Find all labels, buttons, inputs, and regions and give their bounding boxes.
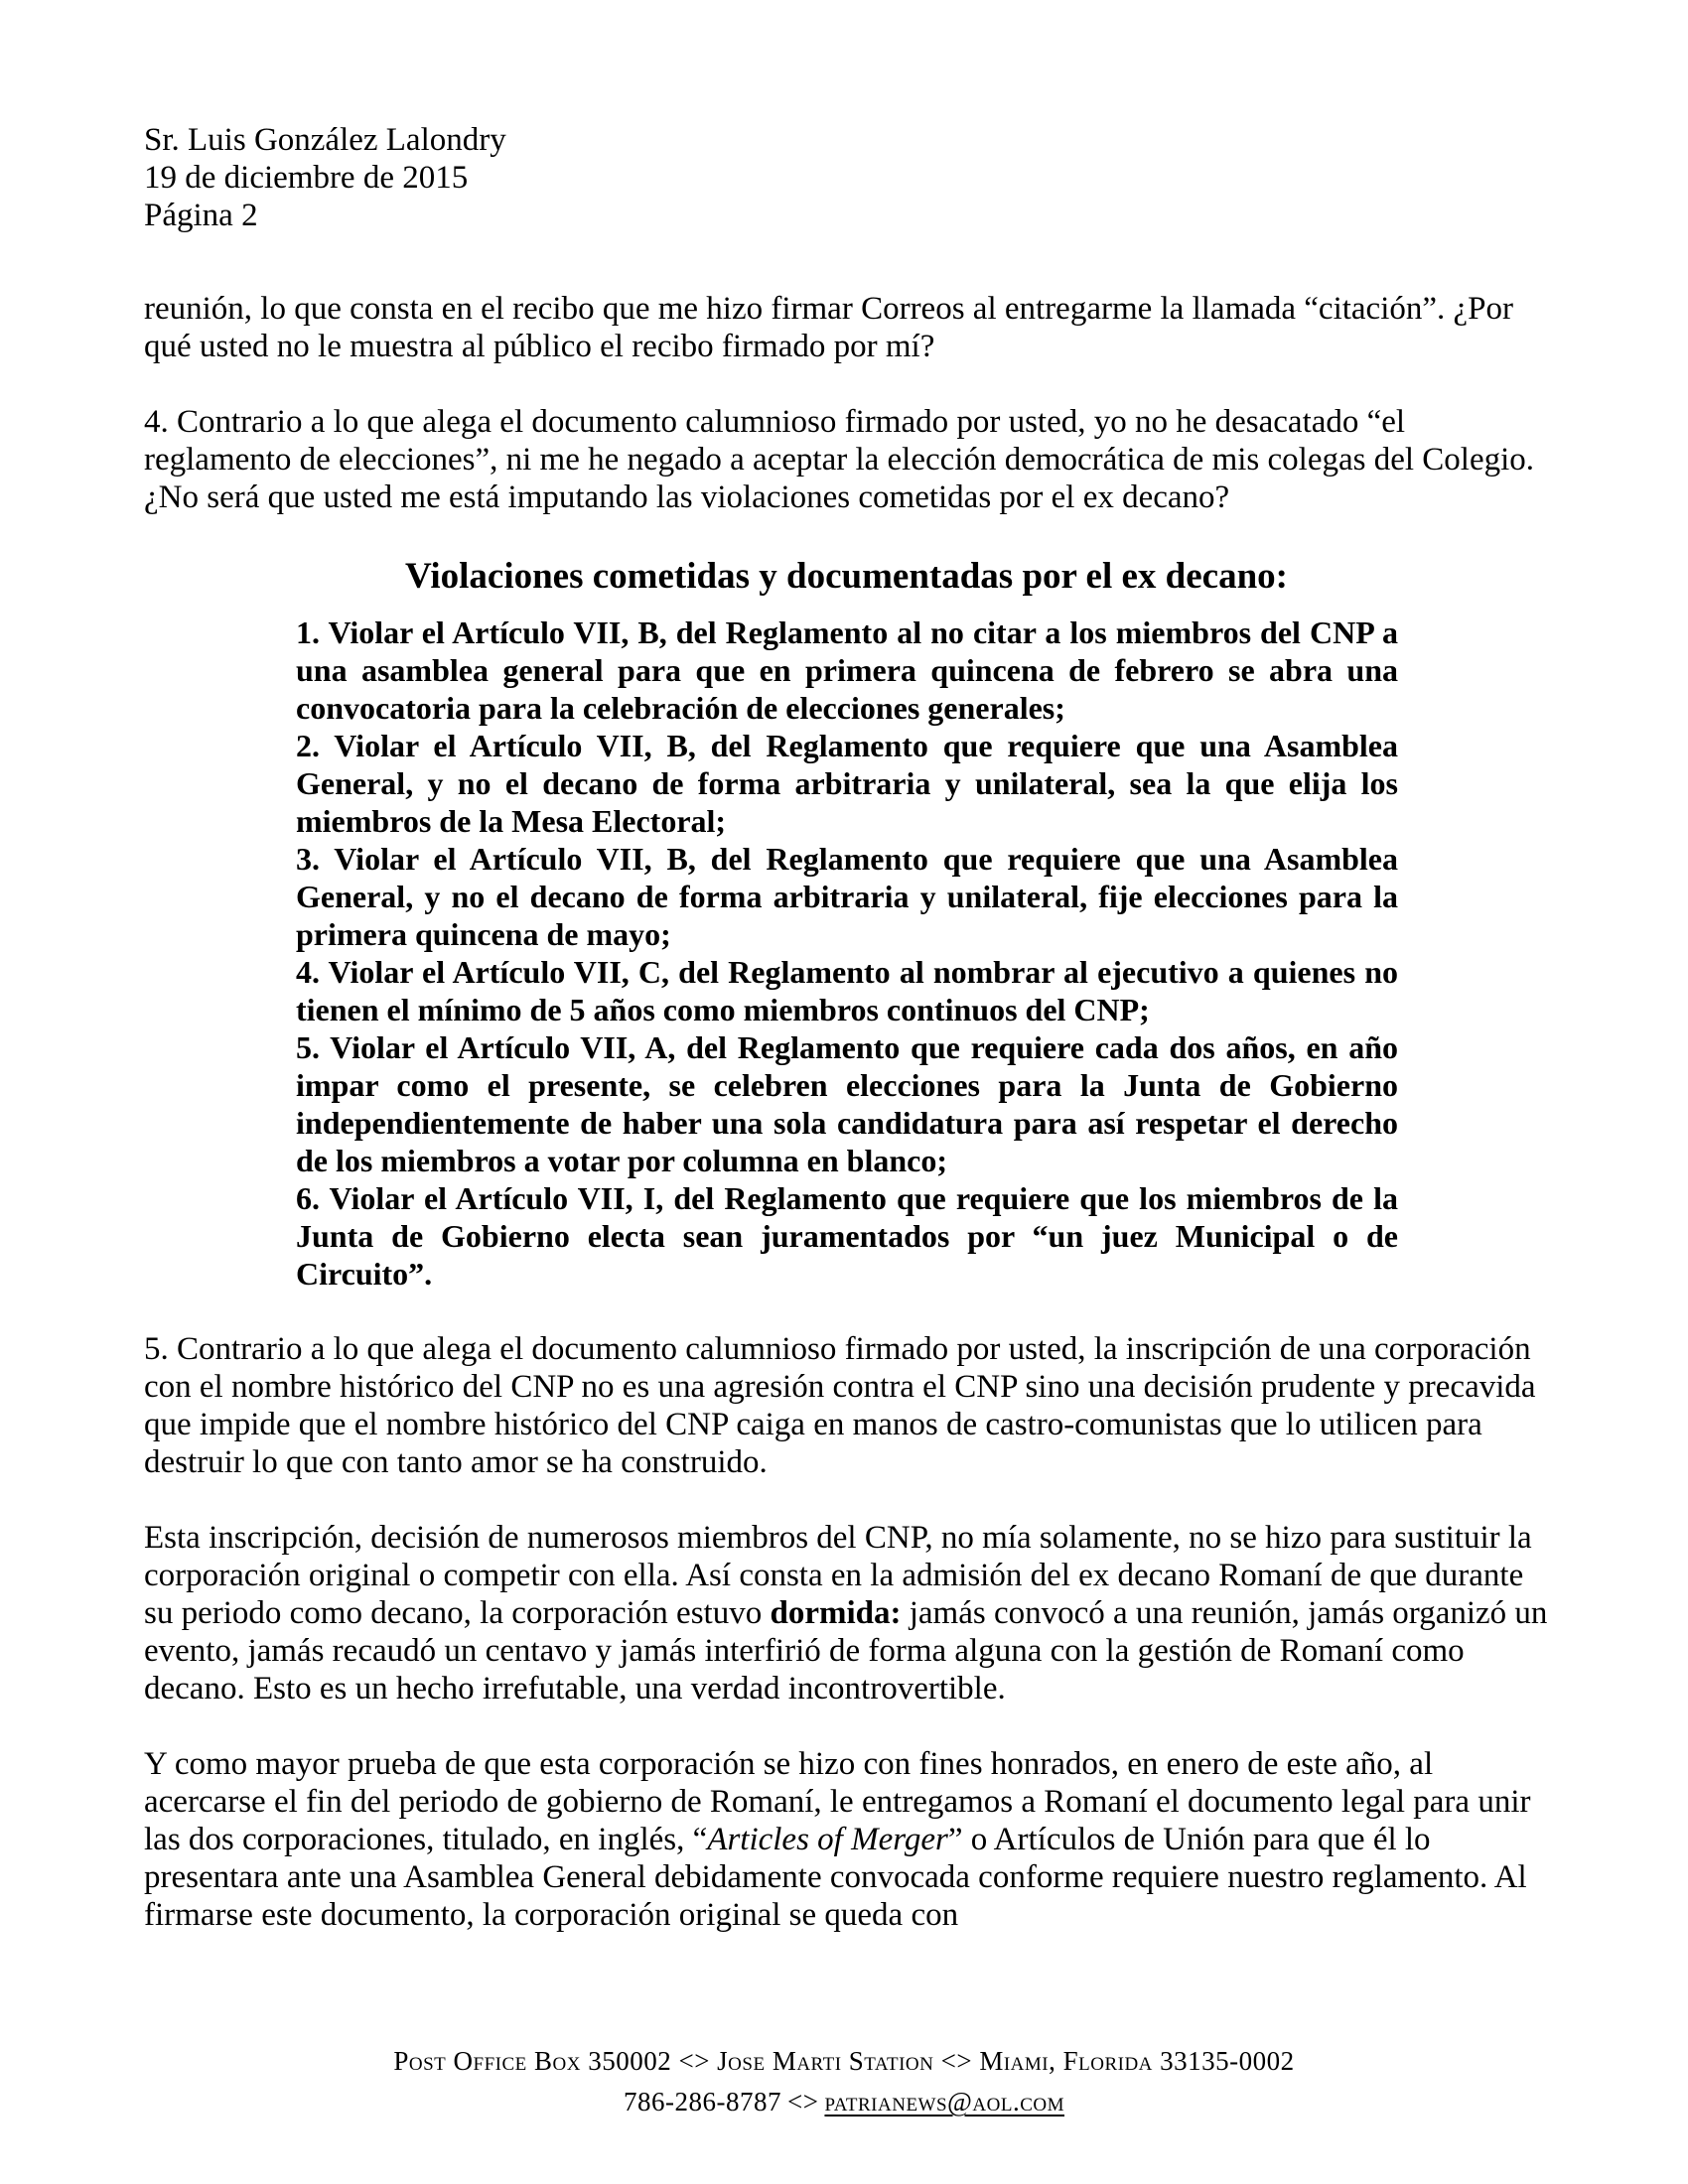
- violation-item-4: 4. Violar el Artículo VII, C, del Reglamento al nombrar al ejecutivo a quienes no tienen el mínimo de 5 años como miembros continuos del CNP;: [296, 954, 1398, 1027]
- violations-list: [296, 614, 1398, 1293]
- paragraph-esta-inscripcion-text: Esta inscripción, decisión de numerosos miembros del CNP, no mía solamente, no se hizo para sustituir la corporación original o competir con ella. Así consta en la admisión del ex decano Romaní de que durante su periodo como decano, la corporación estuvo: [144, 1520, 1532, 1631]
- violation-item-2: 2. Violar el Artículo VII, B, del Reglamento que requiere que una Asamblea General, y no el decano de forma arbitraria y unilateral, sea la que elija los miembros de la Mesa Electoral;: [296, 728, 1398, 839]
- violation-item-6: 6. Violar el Artículo VII, I, del Reglamento que requiere que los miembros de la Junta de Gobierno electa sean juramentados por “un juez Municipal o de Circuito”.: [296, 1180, 1398, 1292]
- footer-separator: <>: [786, 2087, 819, 2116]
- paragraph-prueba-final-text-cont: ” o Artículos de Unión para que él lo presentara ante una Asamblea General debidamente convocada conforme requiere nuestro reglamento. Al firmarse este documento, la corporación original se queda con: [144, 1822, 1527, 1933]
- footer-contact-line: [0, 2082, 1688, 2122]
- paragraph-prueba-final: [144, 1745, 1549, 1934]
- paragraph-esta-inscripcion: [144, 1519, 1549, 1707]
- letterhead-footer: [0, 2041, 1688, 2122]
- footer-address-line: Post Office Box 350002 <> Jose Marti Station <> Miami, Florida 33135-0002: [393, 2046, 1295, 2076]
- page-number-line: Página 2: [144, 198, 258, 233]
- paragraph-punto-4: 4. Contrario a lo que alega el documento calumnioso firmado por usted, yo no he desacatado “el reglamento de elecciones”, ni me he negado a aceptar la elección democrática de mis colegas del Colegio. ¿No será que usted me está imputando las violaciones cometidas por el ex decano?: [144, 404, 1535, 515]
- letter-header: [144, 121, 1549, 234]
- footer-phone: 786-286-8787: [624, 2087, 781, 2116]
- paragraph-reunion: reunión, lo que consta en el recibo que me hizo firmar Correos al entregarme la llamada “citación”. ¿Por qué usted no le muestra al público el recibo firmado por mí?: [144, 291, 1514, 364]
- violation-item-3: 3. Violar el Artículo VII, B, del Reglamento que requiere que una Asamblea General, y no el decano de forma arbitraria y unilateral, fije elecciones para la primera quincena de mayo;: [296, 841, 1398, 952]
- recipient-line: Sr. Luis González Lalondry: [144, 122, 506, 158]
- paragraph-esta-inscripcion-text-cont: jamás convocó a una reunión, jamás organizó un evento, jamás recaudó un centavo y jamás interfirió de forma alguna con la gestión de Romaní como decano. Esto es un hecho irrefutable, una verdad incontrovertible.: [144, 1595, 1548, 1706]
- date-line: 19 de diciembre de 2015: [144, 160, 469, 196]
- footer-email-link[interactable]: patrianews@aol.com: [824, 2087, 1064, 2116]
- paragraph-prueba-final-text: Y como mayor prueba de que esta corporación se hizo con fines honrados, en enero de este año, al acercarse el fin del periodo de gobierno de Romaní, le entregamos a Romaní el documento legal para unir las dos corporaciones, titulado, en inglés, “: [144, 1746, 1531, 1857]
- violation-item-1: 1. Violar el Artículo VII, B, del Reglamento al no citar a los miembros del CNP a una asamblea general para que en primera quincena de febrero se abra una convocatoria para la celebración de elecciones generales;: [296, 614, 1398, 726]
- violation-item-5: 5. Violar el Artículo VII, A, del Reglamento que requiere cada dos años, en año impar como el presente, se celebren elecciones para la Junta de Gobierno independientemente de haber una sola candidatura para así respetar el derecho de los miembros a votar por columna en blanco;: [296, 1029, 1398, 1178]
- paragraph-punto-5: 5. Contrario a lo que alega el documento calumnioso firmado por usted, la inscripción de una corporación con el nombre histórico del CNP no es una agresión contra el CNP sino una decisión prudente y precavida que impide que el nombre histórico del CNP caiga en manos de castro-comunistas que lo utilicen para destruir lo que con tanto amor se ha construido.: [144, 1331, 1536, 1480]
- italic-articles-of-merger: Articles of Merger: [707, 1822, 948, 1857]
- violations-heading: Violaciones cometidas y documentadas por el ex decano:: [405, 556, 1288, 597]
- bold-dormida: dormida:: [770, 1595, 902, 1631]
